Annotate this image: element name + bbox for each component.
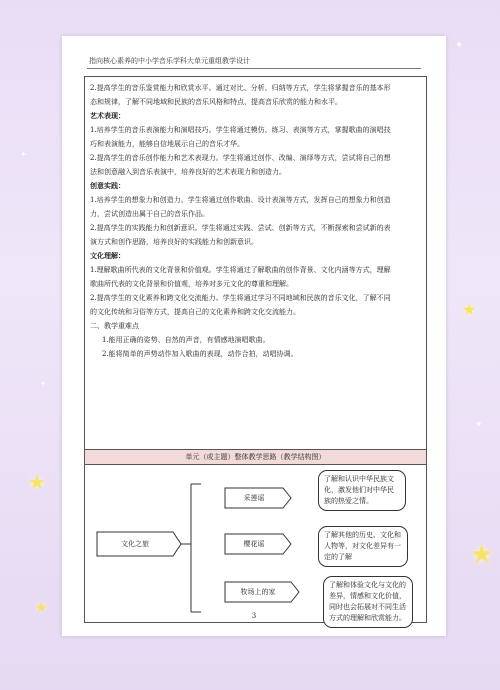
content-table (84, 76, 427, 623)
page-header: 指向核心素养的中小学音乐学科大单元重组教学设计 (89, 57, 250, 65)
text-line: 1.培养学生的想象力和创造力。学生将通过创作歌曲、设计表演等方式，发挥自己的想象力和创造 (90, 196, 391, 204)
text-line: 的文化传统和习俗等方式，提高自己的文化素养和跨文化交流能力。 (90, 308, 300, 316)
sparkle-icon: ✦ (475, 420, 483, 430)
page-number: 3 (251, 612, 257, 620)
text-line: 歌曲所代表的文化背景和价值观，培养对多元文化的尊重和理解。 (90, 280, 293, 288)
text-line: 态和规律，了解不同地域和民族的音乐风格和特点，提高音乐欣赏的能力和水平。 (90, 98, 342, 106)
star-decoration-icon: ★ (28, 470, 46, 494)
branch-label-1: 采莲谣 (243, 494, 265, 502)
branch-label-2: 樱花谣 (243, 540, 265, 548)
text-line: 1.能用正确的姿势、自然的声音，有情感地演唱歌曲。 (102, 336, 270, 344)
text-line: 1.培养学生的音乐表演能力和演唱技巧。学生将通过模仿、练习、表演等方式，掌握歌曲的演唱技 (90, 126, 391, 134)
text-line: 2.提高学生的实践能力和创新意识。学生将通过实践、尝试、创新等方式，不断探索和尝试新的表 (90, 224, 391, 232)
branch-desc-2: 了解其他的历史、文化和人物等，对文化差异有一定的了解 (318, 526, 408, 567)
text-line: 巧和表演能力，能够自信地展示自己的音乐才华。 (90, 140, 244, 148)
text-line: 2.提高学生的音乐创作能力和艺术表现力。学生将通过创作、改编、演绎等方式，尝试将自己的想 (90, 154, 391, 162)
header-divider (87, 68, 421, 69)
sparkle-icon: ✦ (20, 150, 27, 159)
objectives-text (90, 81, 420, 361)
root-label: 文化之旅 (121, 540, 149, 548)
text-line: 2.提高学生的音乐鉴赏能力和欣赏水平。通过对比、分析、归纳等方式，学生将掌握音乐的基本形 (90, 84, 391, 92)
text-line: 2.提高学生的文化素养和跨文化交流能力。学生将通过学习不同地域和民族的音乐文化，了解不同 (90, 294, 391, 302)
structure-diagram (85, 464, 426, 622)
section-heading: 文化理解： (90, 251, 125, 260)
star-decoration-icon: ★ (470, 540, 494, 570)
text-line: 演方式和创作思路，培养良好的实践能力和创新意识。 (90, 238, 258, 246)
text-line: 二、教学重难点 (90, 322, 139, 330)
text-line: 法和创意融入到音乐表演中，培养良好的艺术表现力和创造力。 (90, 168, 286, 176)
section-heading: 创意实践： (90, 181, 125, 190)
text-line: 1.理解歌曲所代表的文化背景和价值观。学生将通过了解歌曲的创作背景、文化内涵等方式，理解 (90, 266, 391, 274)
sparkle-icon: ✦ (455, 40, 464, 51)
branch-desc-1: 了解和认识中华民族文化，激发他们对中华民族的热爱之情。 (318, 470, 406, 511)
star-decoration-icon: ★ (462, 300, 477, 319)
document-page (62, 36, 446, 636)
star-decoration-icon: ★ (35, 600, 48, 616)
text-line: 2.能将简单的声势动作加入歌曲的表现，动作合拍，动唱协调。 (102, 350, 298, 358)
branch-desc-3: 了解和体验文化与文化的差异，情感和文化价值，同时也会拓展对不同生活方式的理解和欣赏能力。 (323, 576, 413, 628)
section-heading: 艺术表现： (90, 111, 125, 120)
sparkle-icon: ✦ (40, 380, 46, 388)
section-bar: 单元（或主题）整体教学思路（教学结构图） (85, 449, 426, 465)
branch-label-3: 牧场上的家 (240, 588, 276, 596)
text-line: 力，尝试创造出属于自己的音乐作品。 (90, 210, 209, 218)
